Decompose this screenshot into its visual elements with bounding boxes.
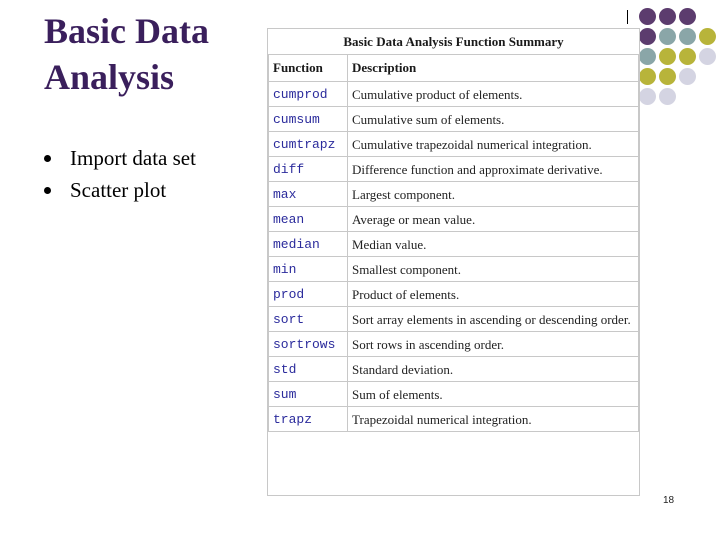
decor-dot-icon <box>659 28 676 45</box>
table-row <box>269 282 639 307</box>
table-row <box>269 382 639 407</box>
function-link[interactable]: cumsum <box>269 107 348 132</box>
decor-dot-icon <box>659 8 676 25</box>
table-row <box>269 207 639 232</box>
bullet-item <box>44 142 196 174</box>
function-link[interactable]: diff <box>269 157 348 182</box>
function-description: Standard deviation. <box>348 357 639 382</box>
slide-title-line-2: Analysis <box>44 57 175 97</box>
table-row <box>269 132 639 157</box>
table-row <box>269 257 639 282</box>
decor-dot-icon <box>639 48 656 65</box>
function-link[interactable]: sortrows <box>269 332 348 357</box>
decor-dot-icon <box>699 48 716 65</box>
page-number: 18 <box>663 495 675 506</box>
function-link[interactable]: trapz <box>269 407 348 432</box>
function-description: Difference function and approximate derivative. <box>348 157 639 182</box>
bullet-dot-icon <box>44 187 51 194</box>
function-description: Largest component. <box>348 182 639 207</box>
bullet-item <box>44 174 196 206</box>
function-description: Sort rows in ascending order. <box>348 332 639 357</box>
decor-dot-icon <box>659 68 676 85</box>
decor-dot-icon <box>639 88 656 105</box>
function-link[interactable]: mean <box>269 207 348 232</box>
function-link[interactable]: cumtrapz <box>269 132 348 157</box>
function-link[interactable]: median <box>269 232 348 257</box>
function-description: Cumulative trapezoidal numerical integration. <box>348 132 639 157</box>
decor-dot-icon <box>679 8 696 25</box>
table-row <box>269 182 639 207</box>
decor-dot-icon <box>639 68 656 85</box>
decor-dot-icon <box>639 8 656 25</box>
table-row <box>269 232 639 257</box>
function-description: Sort array elements in ascending or descending order. <box>348 307 639 332</box>
decor-dot-icon <box>699 28 716 45</box>
function-link[interactable]: std <box>269 357 348 382</box>
table-row <box>269 357 639 382</box>
function-link[interactable]: cumprod <box>269 82 348 107</box>
function-description: Cumulative product of elements. <box>348 82 639 107</box>
function-link[interactable]: max <box>269 182 348 207</box>
decorative-dot-grid <box>639 8 719 118</box>
table-row <box>269 307 639 332</box>
function-description: Trapezoidal numerical integration. <box>348 407 639 432</box>
table-row <box>269 157 639 182</box>
function-description: Average or mean value. <box>348 207 639 232</box>
bullet-list <box>44 142 196 206</box>
decor-dot-icon <box>679 48 696 65</box>
function-link[interactable]: sum <box>269 382 348 407</box>
function-description: Sum of elements. <box>348 382 639 407</box>
table-row <box>269 82 639 107</box>
table-caption: Basic Data Analysis Function Summary <box>343 34 564 49</box>
slide-title-line-1: Basic Data <box>44 11 209 51</box>
table-row <box>269 107 639 132</box>
function-description: Smallest component. <box>348 257 639 282</box>
decor-dot-icon <box>679 28 696 45</box>
function-summary-table <box>267 28 640 496</box>
bullet-text: Import data set <box>70 146 196 170</box>
decor-dot-icon <box>659 88 676 105</box>
function-table <box>268 54 639 432</box>
function-description: Median value. <box>348 232 639 257</box>
function-description: Cumulative sum of elements. <box>348 107 639 132</box>
bullet-dot-icon <box>44 155 51 162</box>
function-link[interactable]: sort <box>269 307 348 332</box>
function-description: Product of elements. <box>348 282 639 307</box>
decor-dot-icon <box>639 28 656 45</box>
table-header-row <box>269 55 639 82</box>
decor-dot-icon <box>659 48 676 65</box>
column-header-description: Description <box>348 55 639 82</box>
separator-line <box>627 10 628 24</box>
slide-title <box>44 8 274 100</box>
decor-dot-icon <box>679 68 696 85</box>
bullet-text: Scatter plot <box>70 178 167 202</box>
table-row <box>269 332 639 357</box>
column-header-function: Function <box>269 55 348 82</box>
function-link[interactable]: prod <box>269 282 348 307</box>
table-row <box>269 407 639 432</box>
function-link[interactable]: min <box>269 257 348 282</box>
